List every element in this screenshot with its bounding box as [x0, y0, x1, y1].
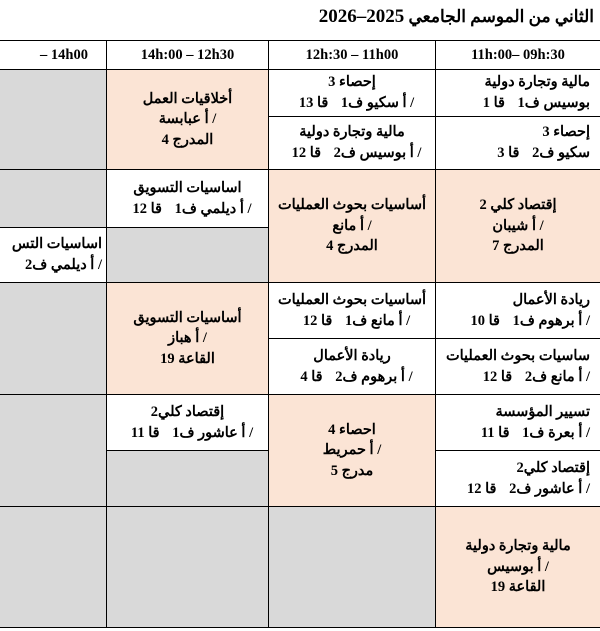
group: ف1	[174, 200, 197, 217]
group: ف1	[522, 424, 545, 441]
cell-r3-c1-top	[435, 282, 600, 339]
prof: / أ هباز	[168, 330, 207, 347]
subject: أساسيات بحوث العمليات	[277, 291, 427, 308]
subject: إقتصاد كلي2	[516, 459, 590, 476]
subject: أساسيات التسويق	[133, 309, 242, 326]
cell-r4-c2	[268, 394, 436, 507]
cell-r2-c1	[435, 169, 600, 283]
prof: / أ ديلمي	[200, 200, 252, 217]
prof: / أ عاشور	[198, 424, 254, 441]
group: ف1	[512, 312, 535, 329]
place: المدرج 4	[161, 131, 214, 148]
subject: إقتصاد كلي2	[150, 403, 225, 420]
subject: ريادة الأعمال	[512, 291, 590, 308]
subject: اساسيات التس	[11, 236, 102, 253]
cell-r3-c2-bottom	[268, 338, 436, 395]
title-prefix: الثاني من الموسم الجامعي	[408, 7, 594, 26]
header-slot-2: 12h:30 – 11h00	[268, 40, 436, 70]
place: المدرج 4	[326, 238, 378, 255]
group: ف2	[509, 480, 532, 497]
header-slot-3: 14h:00 – 12h30	[106, 40, 269, 70]
group: ف1	[172, 424, 195, 441]
subject: ريادة الأعمال	[313, 347, 391, 364]
prof: / أ بوسيس	[359, 145, 422, 161]
place: القاعة 19	[490, 579, 546, 596]
subject: مالية وتجارة دولية	[299, 124, 405, 141]
cell-r4-c3-empty	[106, 450, 269, 507]
room: قا 1	[482, 95, 505, 111]
subject: مالية وتجارة دولية	[484, 74, 590, 91]
prof: / أ عاشور	[534, 480, 590, 497]
prof: سكيو	[557, 145, 590, 161]
room: قا 12	[132, 200, 162, 217]
subject: احصاء 4	[328, 421, 376, 438]
group: ف1	[517, 95, 540, 111]
cell-r2-c4	[0, 227, 107, 283]
cell-r3-c1-bottom	[435, 338, 600, 395]
prof: / أ حمريط	[322, 442, 382, 459]
group: ف1	[344, 312, 368, 329]
place: المدرج 7	[492, 238, 544, 255]
header-slot-1: 11h:00– 09h:30	[435, 40, 600, 70]
cell-r2-c2	[268, 169, 436, 283]
cell-r1-c2-top	[268, 69, 436, 117]
cell-r4-c1-top	[435, 394, 600, 451]
room: قا 12	[482, 368, 513, 385]
room: قا 11	[480, 424, 510, 441]
title-year: 2025–2026	[318, 6, 405, 27]
subject: اساسيات التسويق	[133, 179, 242, 196]
subject: إقتصاد كلي 2	[479, 197, 557, 214]
cell-r3-c4-empty	[0, 282, 107, 395]
subject: ساسيات بحوث العمليات	[445, 347, 590, 364]
prof: / أ برهوم	[538, 312, 590, 329]
cell-r4-c4-empty	[0, 394, 107, 507]
cell-r3-c3	[106, 282, 269, 395]
group: ف2	[335, 368, 358, 385]
room: قا 11	[130, 424, 160, 441]
room: قا 13	[298, 95, 329, 111]
prof: / أ شيبان	[492, 217, 544, 234]
cell-r3-c2-top	[268, 282, 436, 339]
cell-r1-c4-empty	[0, 69, 107, 170]
prof: بوسيس	[543, 95, 590, 111]
prof: / أ عبابسة	[158, 111, 217, 128]
prof: / أ برهوم	[361, 368, 413, 385]
cell-r4-c1-bottom	[435, 450, 600, 507]
cell-r2-c4-empty	[0, 169, 107, 228]
prof: / أ بعرة	[548, 424, 590, 441]
cell-r2-c3	[106, 169, 269, 228]
subject: إحصاء 3	[328, 74, 376, 91]
header-slot-4: – 14h00	[0, 40, 107, 70]
group: ف2	[532, 145, 555, 161]
place: القاعة 19	[160, 350, 215, 367]
subject: أساسيات بحوث العمليات	[277, 197, 427, 214]
prof: / أ بوسيس	[487, 558, 549, 575]
prof: / أ مانع	[332, 217, 372, 234]
room: قا 12	[466, 480, 497, 497]
cell-r5-c2-empty	[268, 506, 436, 628]
subject: مالية وتجارة دولية	[465, 538, 571, 555]
prof: / أ سكيو	[366, 95, 415, 111]
group: ف1	[340, 95, 364, 111]
subject: أخلاقيات العمل	[142, 90, 233, 107]
cell-r1-c2-bottom	[268, 116, 436, 170]
group: ف2	[333, 145, 356, 161]
cell-r5-c1	[435, 506, 600, 628]
cell-r2-c3-empty	[106, 227, 269, 283]
subject: إحصاء 3	[542, 124, 590, 141]
prof: / أ مانع	[550, 368, 590, 385]
cell-r5-c4-empty	[0, 506, 107, 628]
room: قا 12	[302, 312, 333, 329]
subject: تسيير المؤسسة	[495, 403, 590, 420]
group: ف2	[25, 257, 48, 273]
place: مدرج 5	[330, 462, 374, 479]
cell-r4-c3	[106, 394, 269, 451]
prof: / أ مانع	[370, 312, 411, 329]
prof: / أ ديلمي	[50, 257, 102, 273]
room: قا 12	[291, 145, 322, 161]
cell-r5-c3-empty	[106, 506, 269, 628]
room: قا 4	[300, 368, 323, 385]
cell-r1-c3	[106, 69, 269, 170]
room: قا 10	[470, 312, 500, 329]
cell-r1-c1-top	[435, 69, 600, 117]
group: ف2	[524, 368, 548, 385]
room: قا 3	[497, 145, 520, 161]
cell-r1-c1-bottom	[435, 116, 600, 170]
